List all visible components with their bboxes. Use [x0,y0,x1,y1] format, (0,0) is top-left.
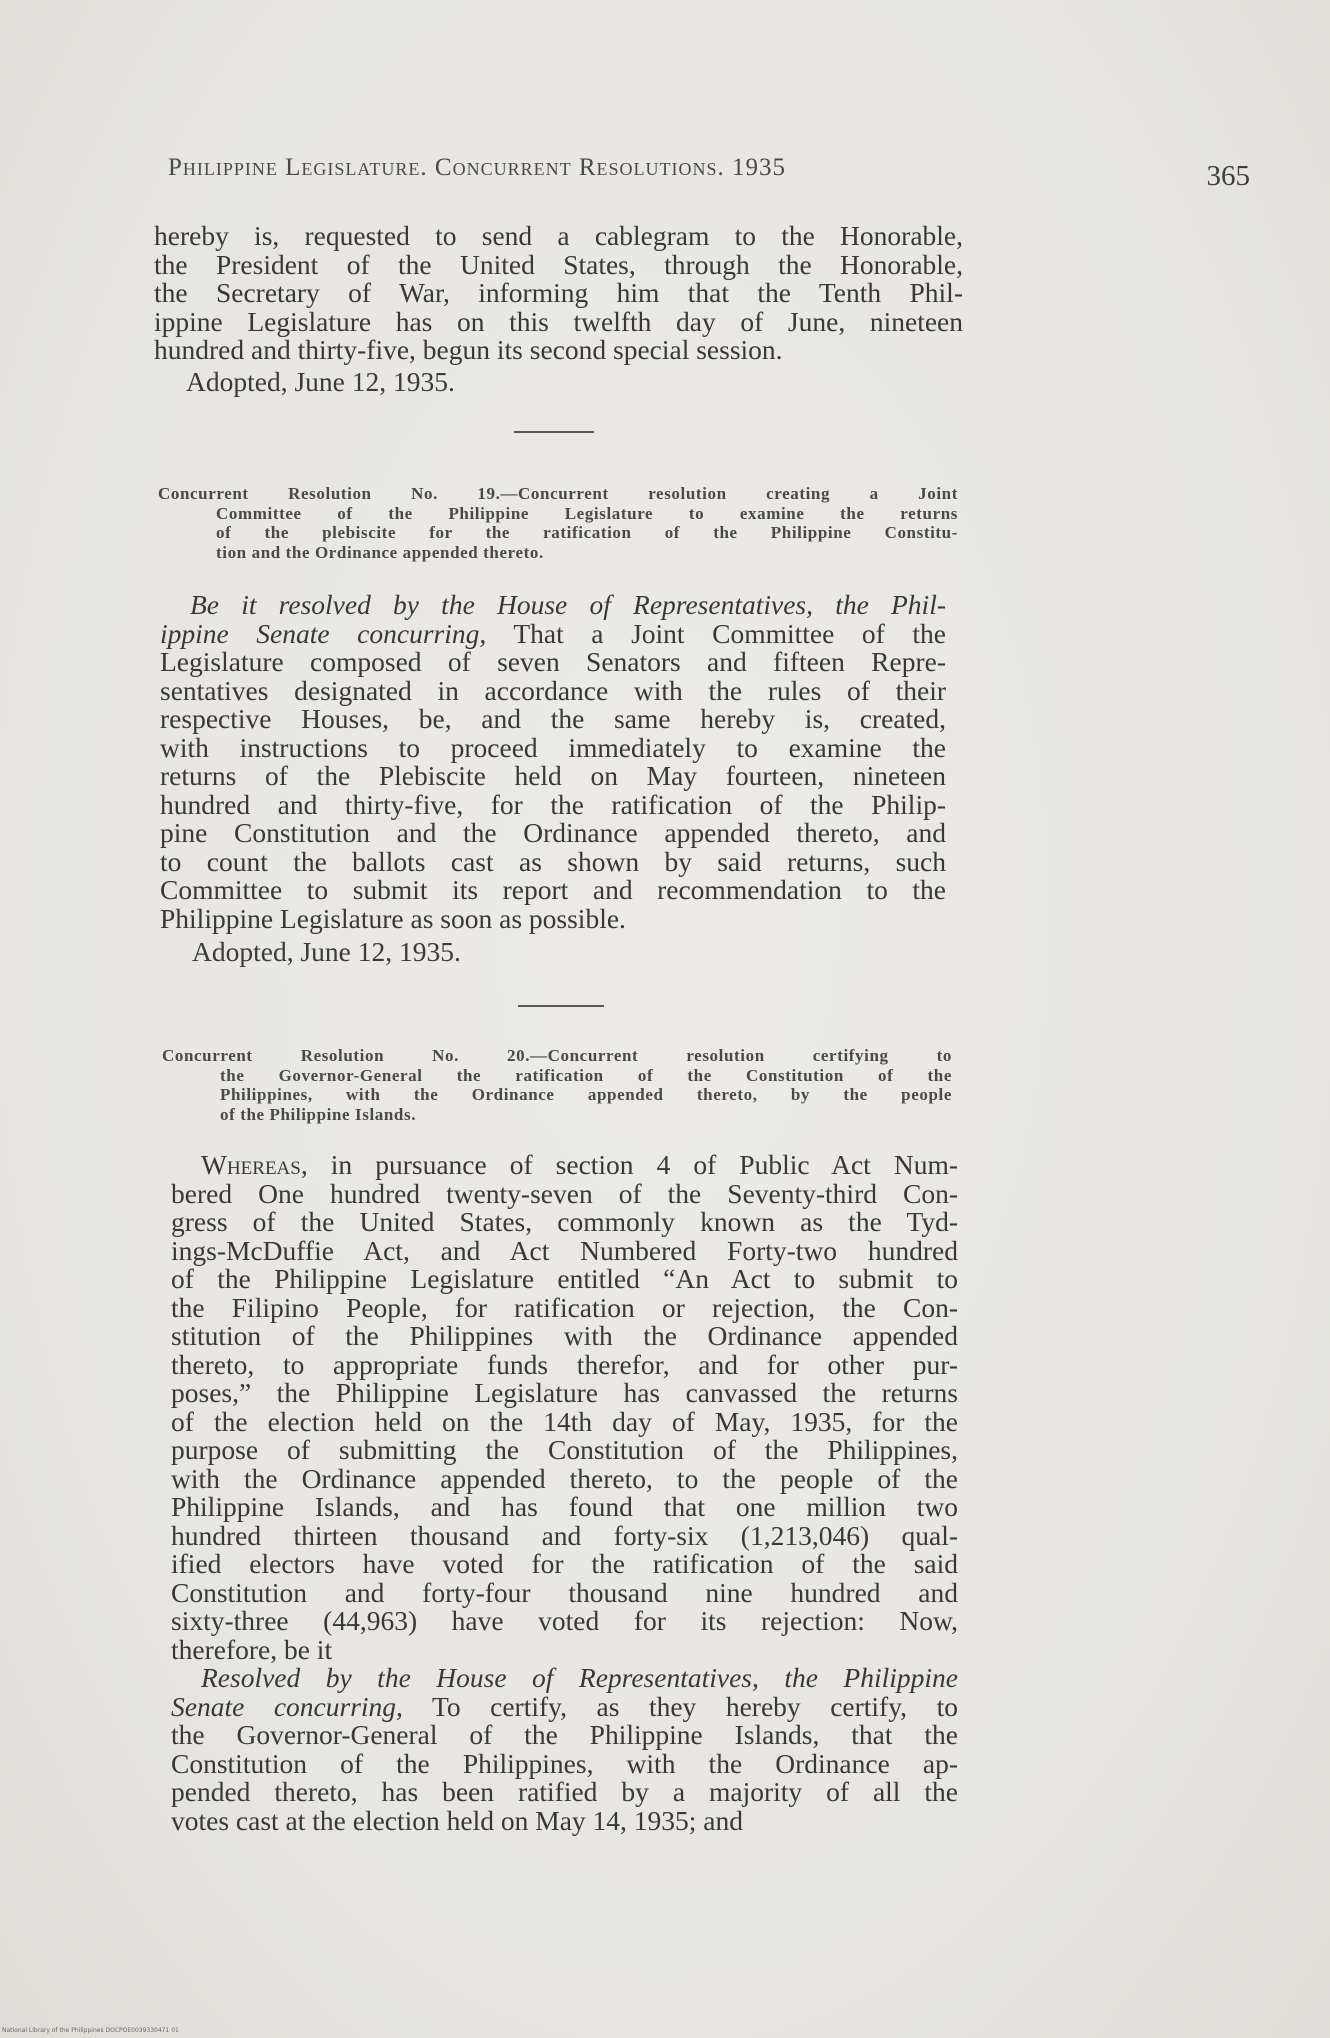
paragraph-line: pended thereto, has been ratified by a majority of all the [171,1776,958,1807]
page-number: 365 [1206,160,1250,192]
paragraph-line: bered One hundred twenty-seven of the Seventy-third Con- [171,1177,958,1209]
resolved-clause-rest: To certify, as they hereby certify, to [431,1690,958,1722]
paragraph-line: hereby is, requested to send a cablegram to the Honorable, [154,220,963,251]
paragraph-line: ings-McDuffie Act, and Act Numbered Forty-two hundred [171,1234,958,1266]
resolved-clause-italic-cont: Senate concurring, [171,1690,403,1722]
paragraph-line: of the Philippine Legislature entitled “An Act to submit to [171,1263,958,1294]
caption-line: Committee of the Philippine Legislature to examine the returns [216,503,958,523]
paragraph-line [160,617,946,649]
resolution-19-caption [158,484,958,562]
caption-line: tion and the Ordinance appended thereto. [216,542,544,562]
section-divider [514,431,594,433]
adopted-line-2: Adopted, June 12, 1935. [192,936,461,967]
running-head: Philippine Legislature. Concurrent Resolutions. 1935 [168,154,787,181]
caption-line: of the plebiscite for the ratification of the Philippine Constitu- [216,523,958,542]
continuation-paragraph [154,222,963,365]
paragraph-line: hundred and thirty-five, for the ratification of the Philip- [160,788,946,820]
resolution-19-body [160,591,946,933]
scan-footer-note: National Library of the Philippines DOCPOE0039330471 01 [2,2027,179,2034]
resolution-20-caption [162,1046,952,1124]
paragraph-line [171,1151,958,1180]
paragraph-line: stitution of the Philippines with the Ordinance appended [171,1320,958,1351]
paragraph-line: the President of the United States, through the Honorable, [154,248,963,280]
paragraph-line: votes cast at the election held on May 14, 1935; and [171,1804,744,1836]
caption-line: of the Philippine Islands. [220,1104,417,1124]
page-header [168,150,1250,190]
paragraph-line: pine Constitution and the Ordinance appended thereto, and [160,817,946,848]
caption-line: the Governor-General the ratification of the Constitution of the [220,1065,952,1085]
paragraph-line: respective Houses, be, and the same hereby is, created, [160,703,946,734]
paragraph-line: returns of the Plebiscite held on May fourteen, nineteen [160,760,946,791]
paragraph-line: Philippine Legislature as soon as possible. [160,902,626,934]
section-divider [518,1005,604,1007]
enacting-clause-rest: That a Joint Committee of the [513,617,946,649]
paragraph-line: hundred thirteen thousand and forty-six (1,213,046) qual- [171,1519,958,1551]
paragraph-line: purpose of submitting the Constitution of the Philippines, [171,1434,958,1465]
paragraph-line: ified electors have voted for the ratification of the said [171,1548,958,1579]
paragraph-line: Constitution and forty-four thousand nine hundred and [171,1576,958,1608]
paragraph-line: therefore, be it [171,1633,333,1665]
paragraph-line: the Governor-General of the Philippine Islands, that the [171,1719,958,1750]
paragraph-line: poses,” the Philippine Legislature has canvassed the returns [171,1377,958,1408]
paragraph-line: the Secretary of War, informing him that the Tenth Phil- [154,277,963,308]
paragraph-line: of the election held on the 14th day of May, 1935, for the [171,1405,958,1437]
paragraph-line: Legislature composed of seven Senators and fifteen Repre- [160,646,946,677]
whereas-clause [171,1151,958,1664]
paragraph-line: with the Ordinance appended thereto, to the people of the [171,1462,958,1494]
paragraph-line: Constitution of the Philippines, with the Ordinance ap- [171,1747,958,1779]
paragraph-line: hundred and thirty-five, begun its second special session. [154,334,783,365]
whereas-word: Whereas, [201,1149,308,1180]
paragraph-line: gress of the United States, commonly known as the Tyd- [171,1206,958,1237]
paragraph-line [171,1690,958,1722]
resolved-clause [171,1664,958,1835]
paragraph-line: to count the ballots cast as shown by said returns, such [160,845,946,877]
adopted-line-1: Adopted, June 12, 1935. [186,366,455,397]
paragraph-line: the Filipino People, for ratification or rejection, the Con- [171,1291,958,1323]
caption-line: Concurrent Resolution No. 20.—Concurrent resolution certifying to [162,1046,952,1065]
paragraph-line [160,591,946,620]
whereas-first-line: in pursuance of section 4 of Public Act Num- [330,1149,958,1180]
resolved-clause-italic: Resolved by the House of Representatives, the Philippine [201,1662,958,1693]
caption-line: Philippines, with the Ordinance appended thereto, by the people [220,1085,952,1104]
paragraph-line: with instructions to proceed immediately to examine the [160,731,946,763]
paragraph-line: Committee to submit its report and recommendation to the [160,874,946,905]
paragraph-line: Philippine Islands, and has found that one million two [171,1491,958,1522]
paragraph-line [171,1664,958,1693]
paragraph-line: sixty-three (44,963) have voted for its rejection: Now, [171,1605,958,1636]
paragraph-line: thereto, to appropriate funds therefor, and for other pur- [171,1348,958,1380]
paragraph-line: ippine Legislature has on this twelfth day of June, nineteen [154,305,963,337]
caption-line: Concurrent Resolution No. 19.—Concurrent resolution creating a Joint [158,484,958,503]
paragraph-line: sentatives designated in accordance with the rules of their [160,674,946,706]
enacting-clause-cont: ippine Senate concurring, [160,617,487,649]
enacting-clause: Be it resolved by the House of Representatives, the Phil- [190,589,946,620]
